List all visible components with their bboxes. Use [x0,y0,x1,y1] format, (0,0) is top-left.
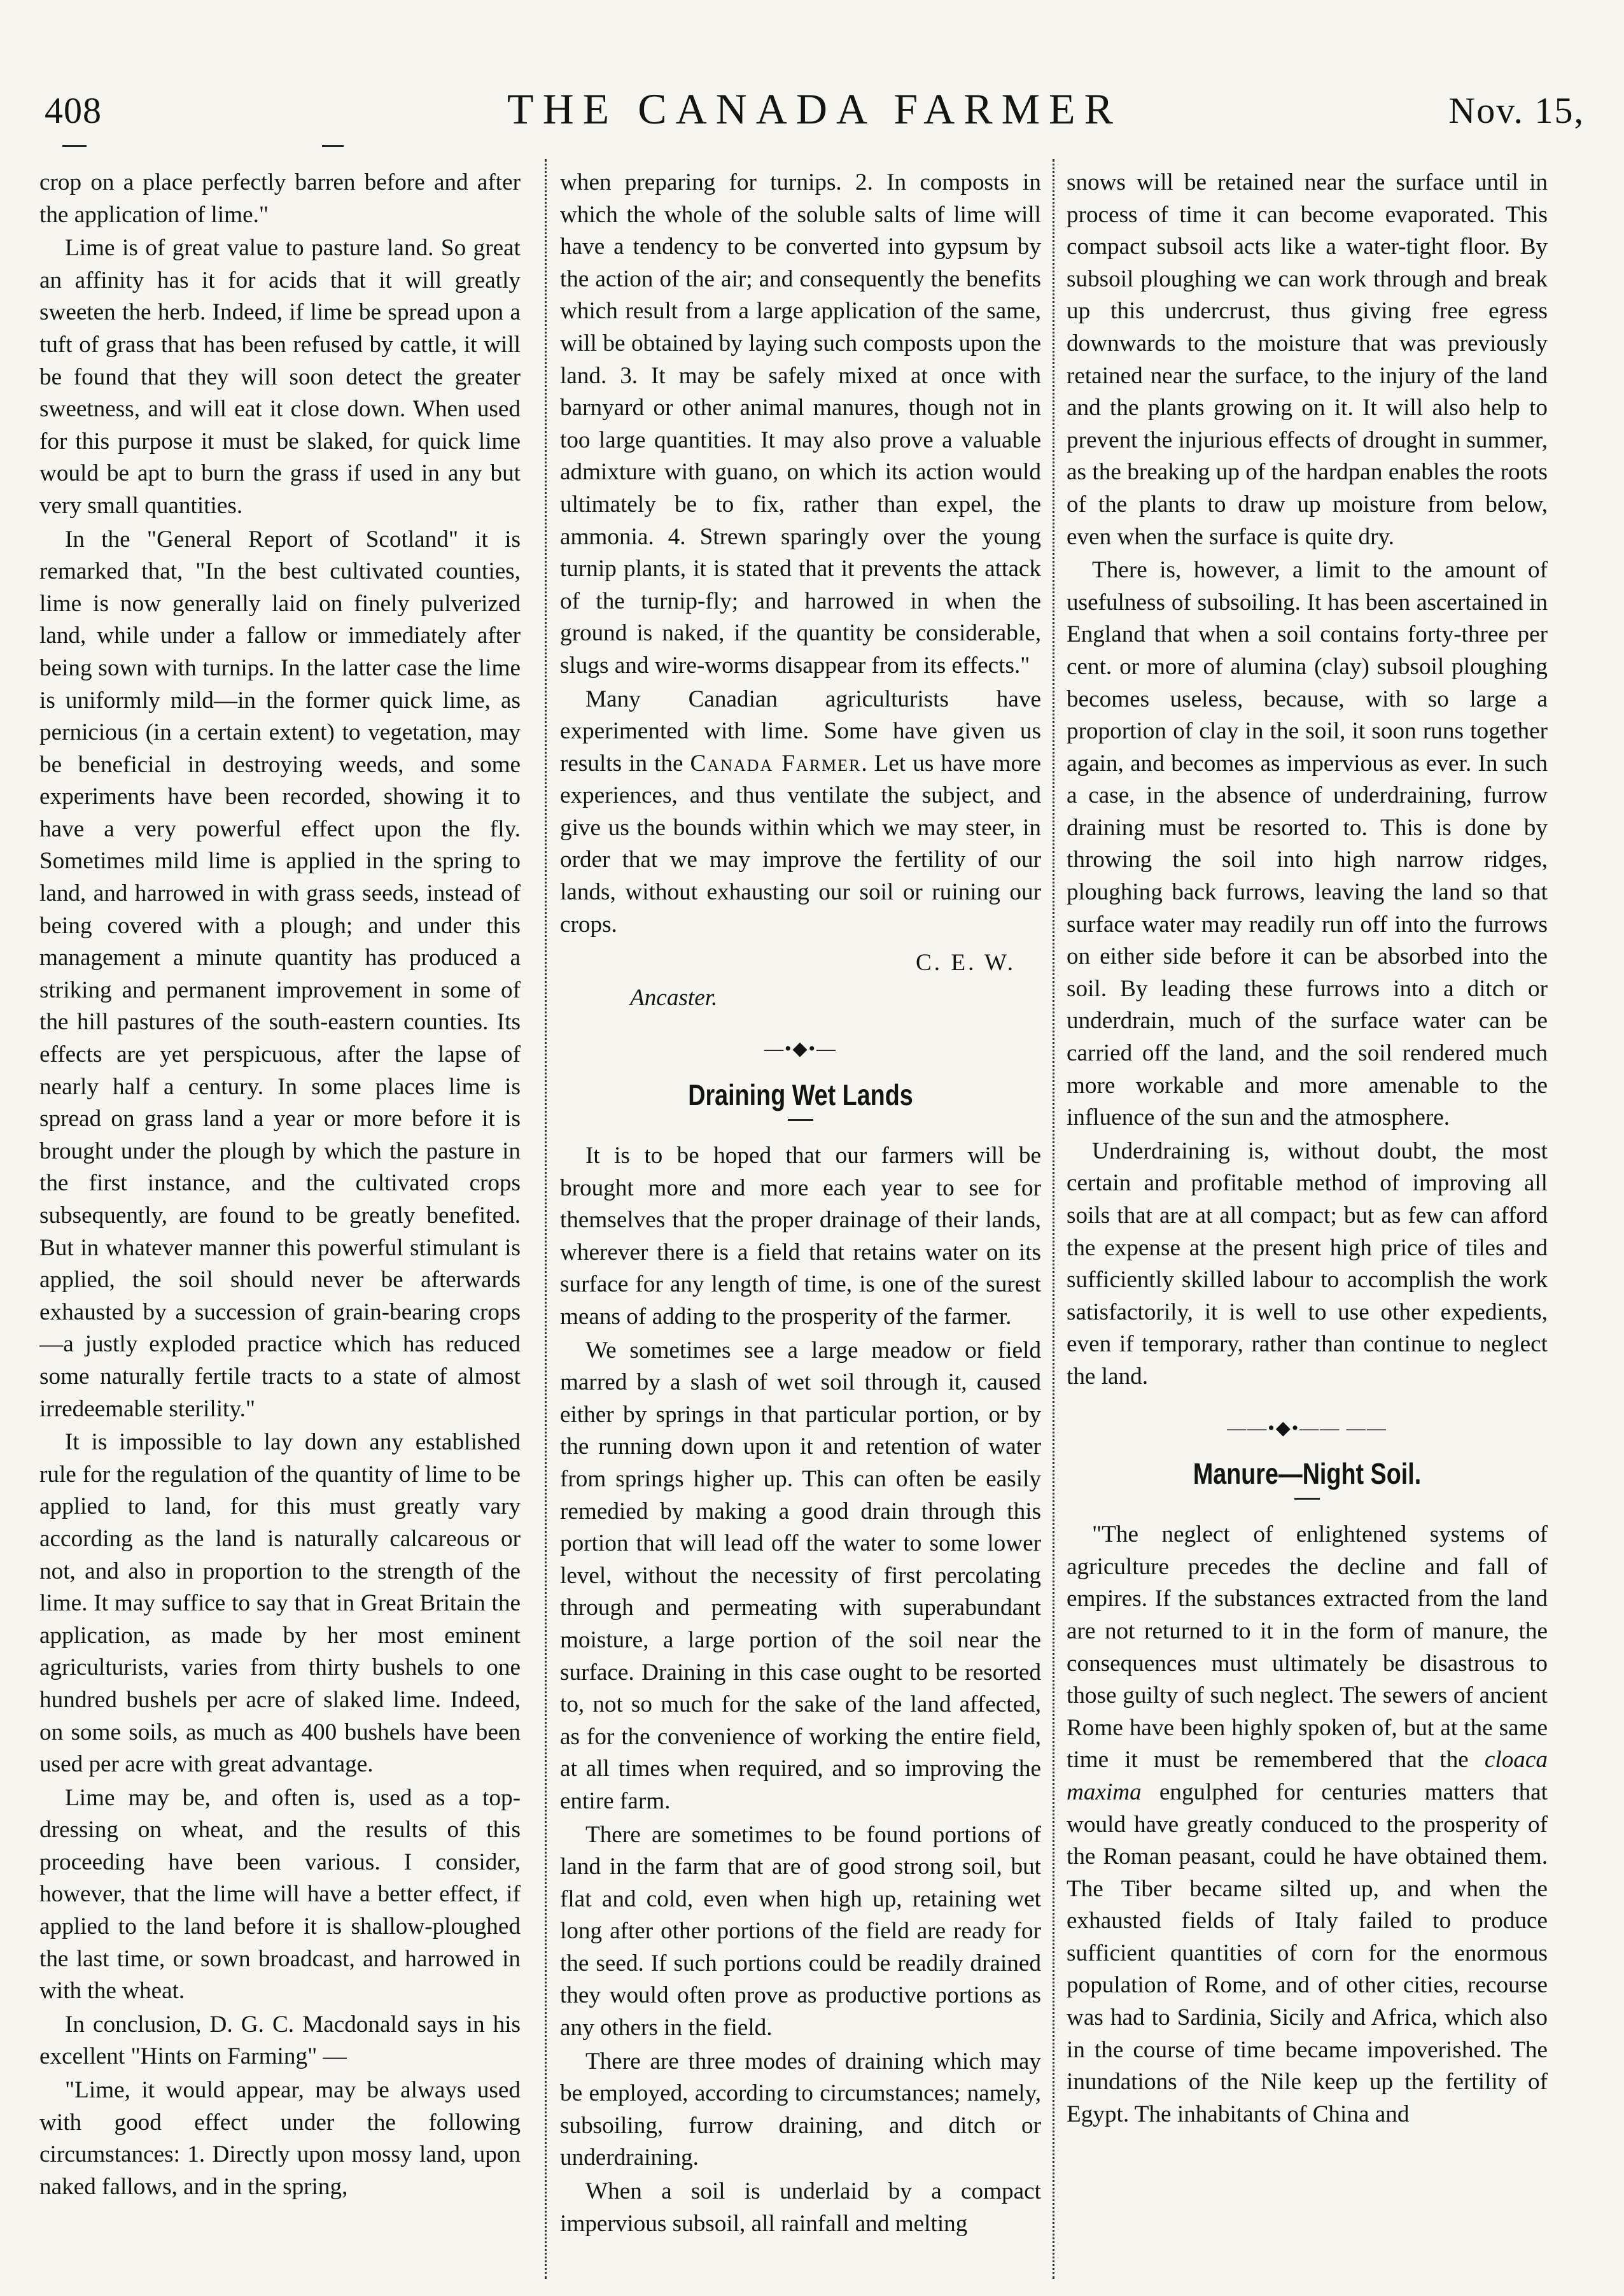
paragraph: crop on a place perfectly barren before and after the application of lime." [39,169,521,228]
paragraph: Lime may be, and often is, used as a top-dressing on wheat, and the results of this proceeding have been various. I consider, however, that the lime will have a better effect, if applied to the land before it is shallow-ploughed the last time, or sown broadcast, and harrowed in with the wheat. [39,1784,521,2004]
paragraph [1067,1519,1548,2130]
paragraph: when preparing for turnips. 2. In composts in which the whole of the soluble salts of lime will have a tendency to be converted into gypsum by the action of the air; and consequently the benefits which result from a large application of the same, will be obtained by laying such composts upon the land. 3. It may be safely mixed at once with barnyard or other animal manures, though not in too large quantities. It may also prove a valuable admixture with guano, on which its action would ultimately be to fix, rather than expel, the ammonia. 4. Strewn sparingly over the young turnip plants, it is stated that it prevents the attack of the turnip-fly; and harrowed in when the ground is naked, if the quantity be considerable, slugs and wire-worms disappear from its effects." [560,169,1041,679]
paragraph: When a soil is underlaid by a compact impervious subsoil, all rainfall and melting [560,2178,1041,2237]
paragraph: It is to be hoped that our farmers will be brought more and more each year to see for themselves that the proper drainage of their lands, wherever there is a field that retains water on its surface for any length of time, is one of the surest means of adding to the prosperity of the farmer. [560,1143,1041,1330]
text-run: Many Canadian agriculturists have experimented with lime. Some have given us results in the [560,686,1041,777]
paragraph: There is, however, a limit to the amount of usefulness of subsoiling. It has been ascertained in England that when a soil contains forty-three per cent. or more of alumina (clay) subsoil ploughing becomes useless, because, with so large a proportion of clay in the soil, it soon runs together again, and becomes as impervious as ever. In such a case, in the absence of underdraining, furrow draining must be resorted to. This is done by throwing the soil into high narrow ridges, ploughing back furrows, leaving the land so that surface water may readily run off into the furrows on either side before it can be absorbed into the soil. By leading these furrows into a ditch or underdrain, much of the surface water can be carried off the land, and the soil rendered much more workable and more amenable to the influence of the sun and the atmosphere. [1067,557,1548,1131]
section-ornament: ―•◆•― [764,1038,837,1060]
paragraph: In conclusion, D. G. C. Macdonald says in his excellent "Hints on Farming" — [39,2011,521,2070]
issue-date: Nov. 15, [1448,90,1585,131]
text-run: "The neglect of enlightened systems of agriculture precedes the decline and fall of empires. If the substances extracted from the land are not returned to it in the form of manure, the consequences must ultimately be disastrous to those guilty of such neglect. The sewers of ancient Rome have been highly spoken of, but at the same time it must be remembered that the [1067,1521,1548,1773]
column-2 [560,167,1041,2267]
page-header [45,81,1585,139]
column-divider-1 [545,159,547,2279]
paragraph: There are three modes of draining which may be employed, according to circumstances; namely, subsoiling, furrow draining, and ditch or underdraining. [560,2048,1041,2171]
section-ornament: ――•◆•―― ―― [1227,1417,1387,1439]
paragraph: snows will be retained near the surface until in process of time it can become evaporated. This compact subsoil acts like a water-tight floor. By subsoil ploughing we can work through and break up this undercrust, thus giving free egress downwards to the moisture that was previously retained near the surface, to the injury of the land and the plants growing on it. It will also help to prevent the injurious effects of drought in summer, as the breaking up of the hardpan enables the roots of the plants to draw up moisture from below, even when the surface is quite dry. [1067,169,1548,550]
heading-rule [1294,1498,1320,1500]
article-heading: Draining Wet Lands [688,1078,913,1112]
paragraph: There are sometimes to be found portions of land in the farm that are of good strong soil, but flat and cold, even when high up, retaining wet long after other portions of the field are ready for the seed. If such portions could be readily drained they would often prove as productive portions as any others in the field. [560,1821,1041,2041]
paragraph: Underdraining is, without doubt, the most certain and profitable method of improving all soils that are at all compact; but as few can afford the expense at the present high price of tiles and sufficiently skilled labour to accomplish the work satisfactorily, it is well to use other expedients, even if temporary, rather than continue to neglect the land. [1067,1137,1548,1390]
paragraph: "Lime, it would appear, may be always used with good effect under the following circumstances: 1. Directly upon mossy land, upon naked fallows, and in the spring, [39,2077,521,2200]
author-signature: C. E. W. [915,950,1016,976]
header-rule-mid [322,145,344,147]
text-run: engulphed for centuries matters that would have greatly conduced to the prosperity of the Roman peasant, could he have obtained them. The Tiber became silted up, and when the exhausted fields of Italy failed to produce sufficient quantities of corn for the enormous population of Rome, and of other cities, recourse was had to Sardinia, Sicily and Africa, which also in the course of time became impoverished. The inundations of the Nile keep up the fertility of Egypt. The inhabitants of China and [1067,1778,1548,2127]
paragraph: It is impossible to lay down any established rule for the regulation of the quantity of lime to be applied to land, for this must greatly vary according as the land is naturally calcareous or not, and also in proportion to the strength of the lime. It may suffice to say that in Great Britain the application, as made by her most eminent agriculturists, varies from thirty bushels to one hundred bushels per acre of slaked lime. Indeed, on some soils, as much as 400 bushels have been used per acre with great advantage. [39,1429,521,1778]
masthead-title: THE CANADA FARMER [507,85,1122,133]
latin-term: cloaca maxima [1067,1747,1548,1805]
publication-name: Canada Farmer [690,750,862,777]
paragraph [560,684,1041,941]
text-run: . Let us have more experiences, and thus ventilate the subject, and give us the bounds within which we may steer, in order that we may improve the fertility of our lands, without exhausting our soil or ruining our crops. [560,750,1041,938]
paragraph: In the "General Report of Scotland" it is remarked that, "In the best cultivated counties, lime is now generally laid on finely pulverized land, while under a fallow or immediately after being sown with turnips. In the latter case the lime is uniformly mild—in the former quick lime, as pernicious (in a certain extent) to vegetation, may be beneficial in destroying weeds, and some experiments have been recorded, showing it to have a very powerful effect upon the fly. Sometimes mild lime is applied in the spring to land, and harrowed in with grass seeds, instead of being covered with a plough; and under this management a minute quantity has produced a striking and permanent improvement in some of the hill pastures of the south-eastern counties. Its effects are yet perspicuous, after the lapse of nearly half a century. In some places lime is spread on grass land a year or more before it is brought under the plough by which the pasture in the first instance, and the cultivated crops subsequently, are found to be greatly benefited. But in whatever manner this powerful stimulant is applied, the soil should never be afterwards exhausted by a succession of grain-bearing crops—a justly exploded practice which has reduced some naturally fertile tracts to a state of almost irredeemable sterility." [39,526,521,1422]
column-1 [39,167,521,2267]
header-rule-left [62,145,87,147]
column-3 [1067,167,1548,2267]
column-divider-2 [1053,159,1054,2279]
paragraph: Lime is of great value to pasture land. So great an affinity has it for acids that it will greatly sweeten the herb. Indeed, if lime be spread upon a tuft of grass that has been refused by cattle, it will be found that they will soon detect the greater sweetness, and will eat it close down. When used for this purpose it must be slaked, for quick lime would be apt to burn the grass if used in any but very small quantities. [39,235,521,519]
author-location: Ancaster. [630,984,718,1011]
heading-rule [788,1119,813,1121]
article-heading: Manure—Night Soil. [1193,1457,1422,1491]
page-number: 408 [45,90,102,131]
paragraph: We sometimes see a large meadow or field marred by a slash of wet soil through it, caused either by springs in that particular portion, or by the running down upon it and retention of water from springs higher up. This can often be easily remedied by making a good drain through this portion that will lead off the water to some lower level, without the necessity of first percolating through and permeating with superabundant moisture, a large portion of the soil near the surface. Draining in this case ought to be resorted to, not so much for the sake of the land affected, as for the convenience of working the entire field, at all times when required, and so improving the entire farm. [560,1337,1041,1814]
